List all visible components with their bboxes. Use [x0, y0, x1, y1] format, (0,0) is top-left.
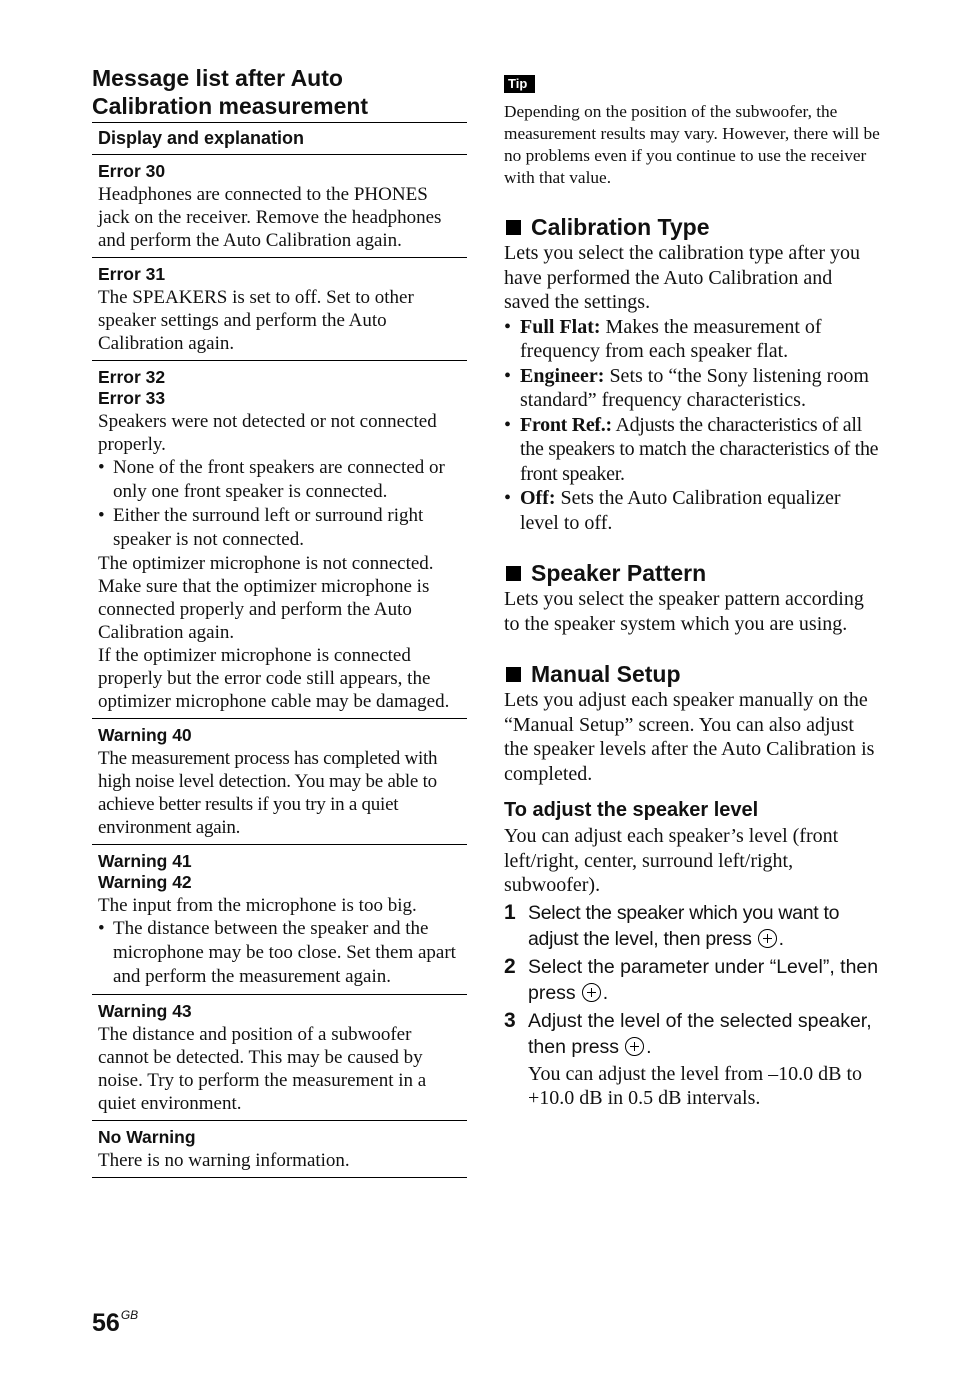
message-code: Error 31: [98, 264, 166, 284]
list-item: • The distance between the speaker and the microphone may be too close. Set them apart and perform the measurement again.: [98, 918, 456, 987]
table-header: Display and explanation: [92, 122, 467, 155]
speaker-pattern-text: Lets you select the speaker pattern according to the speaker system which you are using.: [504, 588, 864, 635]
message-explanation: There is no warning information.: [98, 1150, 350, 1171]
step-number: 3: [504, 1008, 516, 1032]
bullet-icon: •: [98, 918, 105, 939]
enter-button-icon: [758, 929, 777, 948]
settings-column: [504, 75, 880, 1111]
message-code: Warning 43: [98, 1001, 192, 1021]
cause-list: [98, 917, 463, 989]
message-explanation: The measurement process has completed with high noise level detection. You may be able to achieve better results if you try in a quiet environment again.: [98, 748, 438, 838]
list-item: • Either the surround left or surround right speaker is not connected.: [98, 505, 424, 550]
message-explanation-3: If the optimizer microphone is connected properly but the error code still appears, the optimizer microphone cable may be damaged.: [98, 645, 450, 712]
step-number: 1: [504, 900, 516, 924]
section-title-speaker-pattern: Speaker Pattern: [504, 559, 880, 587]
message-code: Error 33: [98, 388, 166, 408]
bullet-icon: •: [504, 413, 511, 436]
list-item: • Off: Sets the Auto Calibration equalizer level to off.: [504, 487, 841, 534]
list-item: • Engineer: Sets to “the Sony listening room standard” frequency characteristics.: [504, 364, 869, 411]
subheading-adjust-speaker-level: To adjust the speaker level: [504, 799, 759, 821]
calibration-intro: Lets you select the calibration type after you have performed the Auto Calibration and saved the settings.: [504, 242, 860, 313]
message-explanation: The distance and position of a subwoofer cannot be detected. This may be caused by noise. Try to perform the measurement in a quiet environment.: [98, 1024, 427, 1114]
message-code: Warning 41: [98, 851, 192, 871]
message-explanation-2: The optimizer microphone is not connected. Make sure that the optimizer microphone is connected properly and perform the Auto Calibration again.: [98, 553, 434, 643]
square-bullet-icon: [506, 220, 521, 235]
page-region-suffix: GB: [120, 1308, 139, 1322]
section-title-manual-setup: Manual Setup: [504, 660, 880, 688]
message-entry-warning-41-42: [92, 845, 467, 995]
message-explanation: The SPEAKERS is set to off. Set to other speaker settings and perform the Auto Calibration again.: [98, 287, 414, 354]
bullet-icon: •: [98, 505, 105, 526]
manual-setup-text: Lets you adjust each speaker manually on the “Manual Setup” screen. You can also adjust the speaker levels after the Auto Calibration is completed.: [504, 689, 875, 785]
step-number: 2: [504, 954, 516, 978]
title-line-1: Message list after Auto: [92, 65, 343, 91]
message-entry-error-31: [92, 258, 467, 361]
square-bullet-icon: [506, 667, 521, 682]
square-bullet-icon: [506, 566, 521, 581]
step-1: 1 Select the speaker which you want to adjust the level, then press .: [504, 900, 840, 950]
page-number-value: 56: [92, 1309, 120, 1337]
tip-box: [504, 75, 880, 189]
message-code: Warning 40: [98, 725, 192, 745]
step-2: 2 Select the parameter under “Level”, then press .: [504, 954, 879, 1004]
title-line-2: Calibration measurement: [92, 93, 369, 119]
message-code: Warning 42: [98, 872, 192, 892]
cause-list: [98, 456, 463, 552]
adjust-level-text: You can adjust each speaker’s level (front left/right, center, surround left/right, subwoofer).: [504, 825, 839, 896]
section-title-calibration-type: Calibration Type: [504, 213, 880, 241]
page-number: [92, 1308, 138, 1338]
bullet-icon: •: [504, 315, 512, 338]
bullet-icon: •: [504, 364, 512, 387]
step-3: 3 Adjust the level of the selected speaker, then press .: [504, 1008, 872, 1058]
message-entry-warning-43: [92, 995, 467, 1121]
message-explanation: The input from the microphone is too big.: [98, 895, 417, 916]
calibration-options: [504, 315, 880, 536]
message-list-column: [92, 64, 467, 1178]
message-entry-no-warning: [92, 1121, 467, 1178]
enter-button-icon: [582, 983, 601, 1002]
bullet-icon: •: [98, 457, 105, 478]
bullet-icon: •: [504, 487, 512, 509]
list-item: • Front Ref.: Adjusts the characteristics of all the speakers to match the characteristics of the front speaker.: [504, 413, 879, 485]
message-entry-error-30: [92, 155, 467, 258]
enter-button-icon: [625, 1037, 644, 1056]
message-explanation: Headphones are connected to the PHONES jack on the receiver. Remove the headphones and perform the Auto Calibration again.: [98, 184, 442, 251]
tip-badge: Tip: [504, 75, 535, 93]
message-explanation: Speakers were not detected or not connected properly.: [98, 411, 437, 455]
tip-text: Depending on the position of the subwoofer, the measurement results may vary. However, there will be no problems even if you continue to use the receiver with that value.: [504, 102, 880, 187]
step-note: You can adjust the level from –10.0 dB to +10.0 dB in 0.5 dB intervals.: [528, 1062, 863, 1109]
procedure-steps: [504, 900, 880, 1060]
list-item: • None of the front speakers are connected or only one front speaker is connected.: [98, 457, 445, 502]
message-entry-warning-40: [92, 719, 467, 845]
message-entry-error-32-33: [92, 361, 467, 719]
message-code: Error 32: [98, 367, 166, 387]
list-item: • Full Flat: Makes the measurement of frequency from each speaker flat.: [504, 315, 822, 362]
message-code: No Warning: [98, 1127, 196, 1147]
page-title: [92, 64, 467, 120]
message-code: Error 30: [98, 161, 166, 181]
